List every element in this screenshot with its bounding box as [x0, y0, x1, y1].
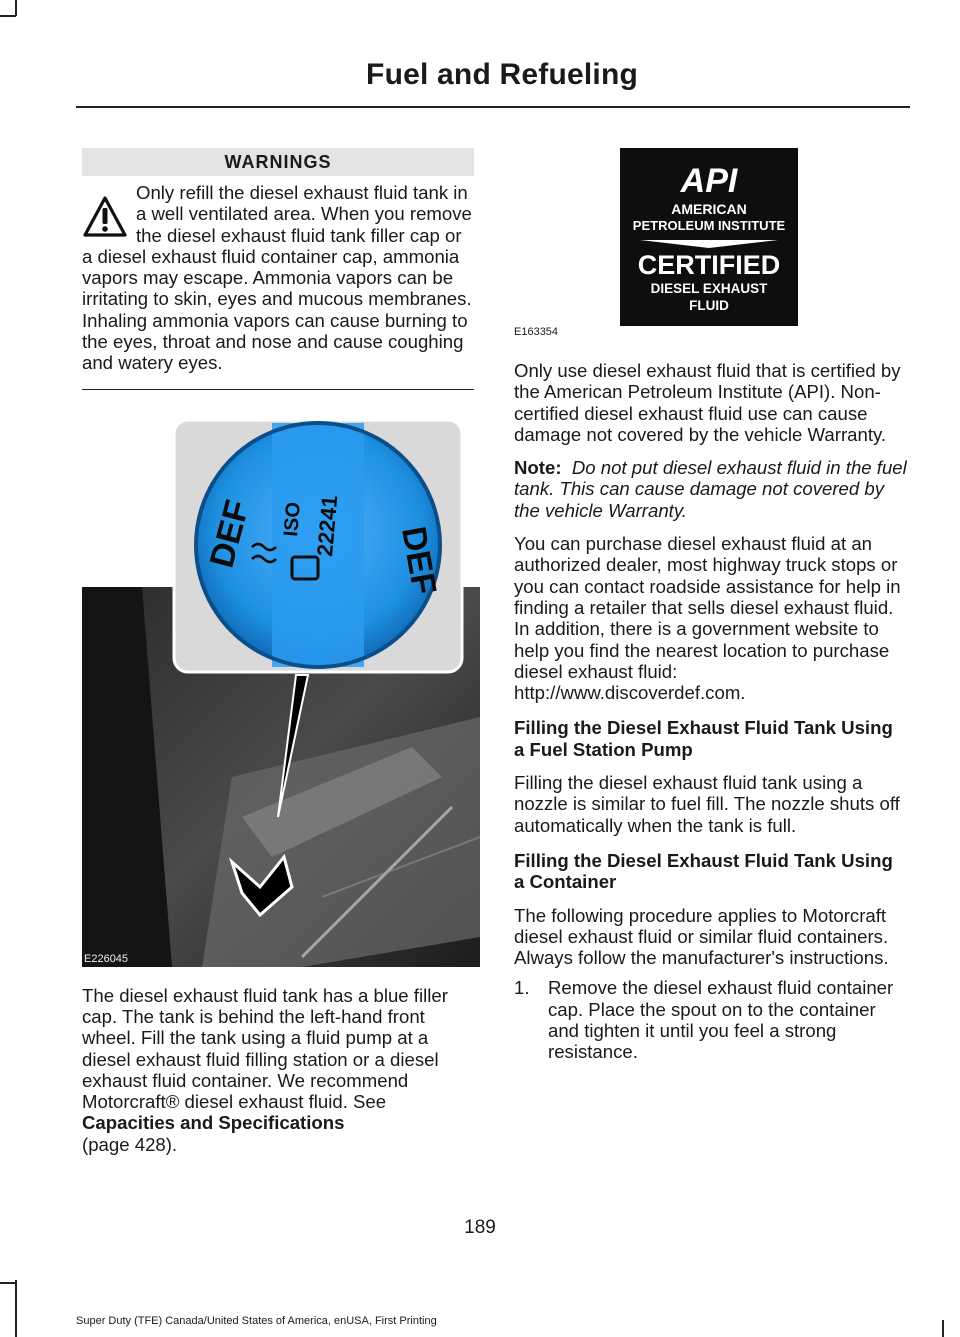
api-line3: CERTIFIED	[637, 250, 781, 280]
step-number: 1.	[514, 977, 530, 999]
step-text: Remove the diesel exhaust fluid container cap. Place the spout on to the container and tighten it until you feel a strong resistance.	[548, 977, 894, 1063]
svg-text:DEF: DEF	[394, 523, 444, 598]
api-certified-logo	[620, 148, 798, 326]
def-cap-illustration	[82, 417, 480, 967]
footer-text: Super Duty (TFE) Canada/United States of America, enUSA, First Printing	[76, 1315, 437, 1327]
left-paragraph-text: The diesel exhaust fluid tank has a blue filler cap. The tank is behind the left-hand front wheel. Fill the tank using a fluid pump at a diesel exhaust fluid filling station or a diesel exhaust fluid container. We recommend Motorcraft® diesel exhaust fluid. See	[82, 984, 448, 1113]
api-line5: FLUID	[689, 298, 729, 313]
pump-paragraph: Filling the diesel exhaust fluid tank using a nozzle is similar to fuel fill. The nozzle shuts off automatically when the tank is full.	[514, 772, 900, 836]
page-title: Fuel and Refueling	[366, 58, 638, 91]
note-label: Note:	[514, 457, 562, 479]
api-line4: DIESEL EXHAUST	[650, 281, 768, 296]
warnings-text: Only refill the diesel exhaust fluid tank in a well ventilated area. When you remove the diesel exhaust fluid tank filler cap or a diesel exhaust fluid container cap, ammonia vapors may escape. Ammonia vapors can be irritating to skin, eyes and mucous membranes. Inhaling ammonia vapors can cause burning to the eyes, throat and nose and cause coughing and watery eyes.	[82, 182, 472, 374]
heading-container: Filling the Diesel Exhaust Fluid Tank Using a Container	[514, 849, 893, 893]
svg-text:DEF: DEF	[202, 495, 257, 572]
crop-mark	[0, 1282, 16, 1284]
svg-text:22241: 22241	[312, 493, 343, 558]
container-paragraph: The following procedure applies to Motorcraft diesel exhaust fluid or similar fluid containers. Always follow the manufacturer's instructions.	[514, 904, 889, 969]
capacities-link[interactable]: Capacities and Specifications	[82, 1112, 345, 1134]
warnings-box	[82, 182, 474, 374]
list-item	[514, 977, 908, 1062]
warnings-heading: WARNINGS	[82, 148, 474, 176]
heading-fuel-station-pump: Filling the Diesel Exhaust Fluid Tank Using a Fuel Station Pump	[514, 717, 893, 760]
api-paragraph: Only use diesel exhaust fluid that is certified by the American Petroleum Institute (API). Non-certified diesel exhaust fluid use can cause damage not covered by the vehicle Warranty.	[514, 360, 901, 445]
page-reference[interactable]: (page 428).	[82, 1133, 178, 1155]
api-certified-figure	[514, 148, 798, 338]
left-paragraph	[82, 985, 474, 1155]
api-line2: PETROLEUM INSTITUTE	[632, 218, 786, 233]
purchase-paragraph	[514, 533, 908, 703]
left-column	[82, 148, 474, 1155]
purchase-text: You can purchase diesel exhaust fluid at an authorized dealer, most highway truck stops or you can contact roadside assistance for help in finding a retailer that sells diesel exhaust fluid. In addition, there is a government website to help you find the nearest location to purchase diesel exhaust fluid:	[514, 533, 901, 682]
crop-mark	[15, 1280, 17, 1337]
crop-mark	[15, 0, 17, 16]
figure-id: E226045	[84, 952, 129, 965]
warnings-divider	[82, 389, 474, 390]
warning-triangle-icon	[82, 194, 128, 240]
page-number: 189	[464, 1217, 496, 1238]
note-text: Do not put diesel exhaust fluid in the fuel tank. This can cause damage not covered by the vehicle Warranty.	[514, 457, 907, 521]
discoverdef-link[interactable]: http://www.discoverdef.com.	[514, 682, 746, 704]
header-divider	[76, 106, 910, 108]
svg-text:ISO: ISO	[280, 500, 305, 538]
crop-mark	[0, 15, 16, 17]
figure-id: E163354	[514, 326, 559, 338]
def-filler-cap-figure	[82, 417, 480, 967]
api-line1: AMERICAN	[671, 201, 747, 217]
note	[514, 457, 908, 521]
crop-mark	[942, 1320, 944, 1337]
api-logo-text: API	[680, 162, 738, 200]
right-column	[514, 148, 908, 1063]
